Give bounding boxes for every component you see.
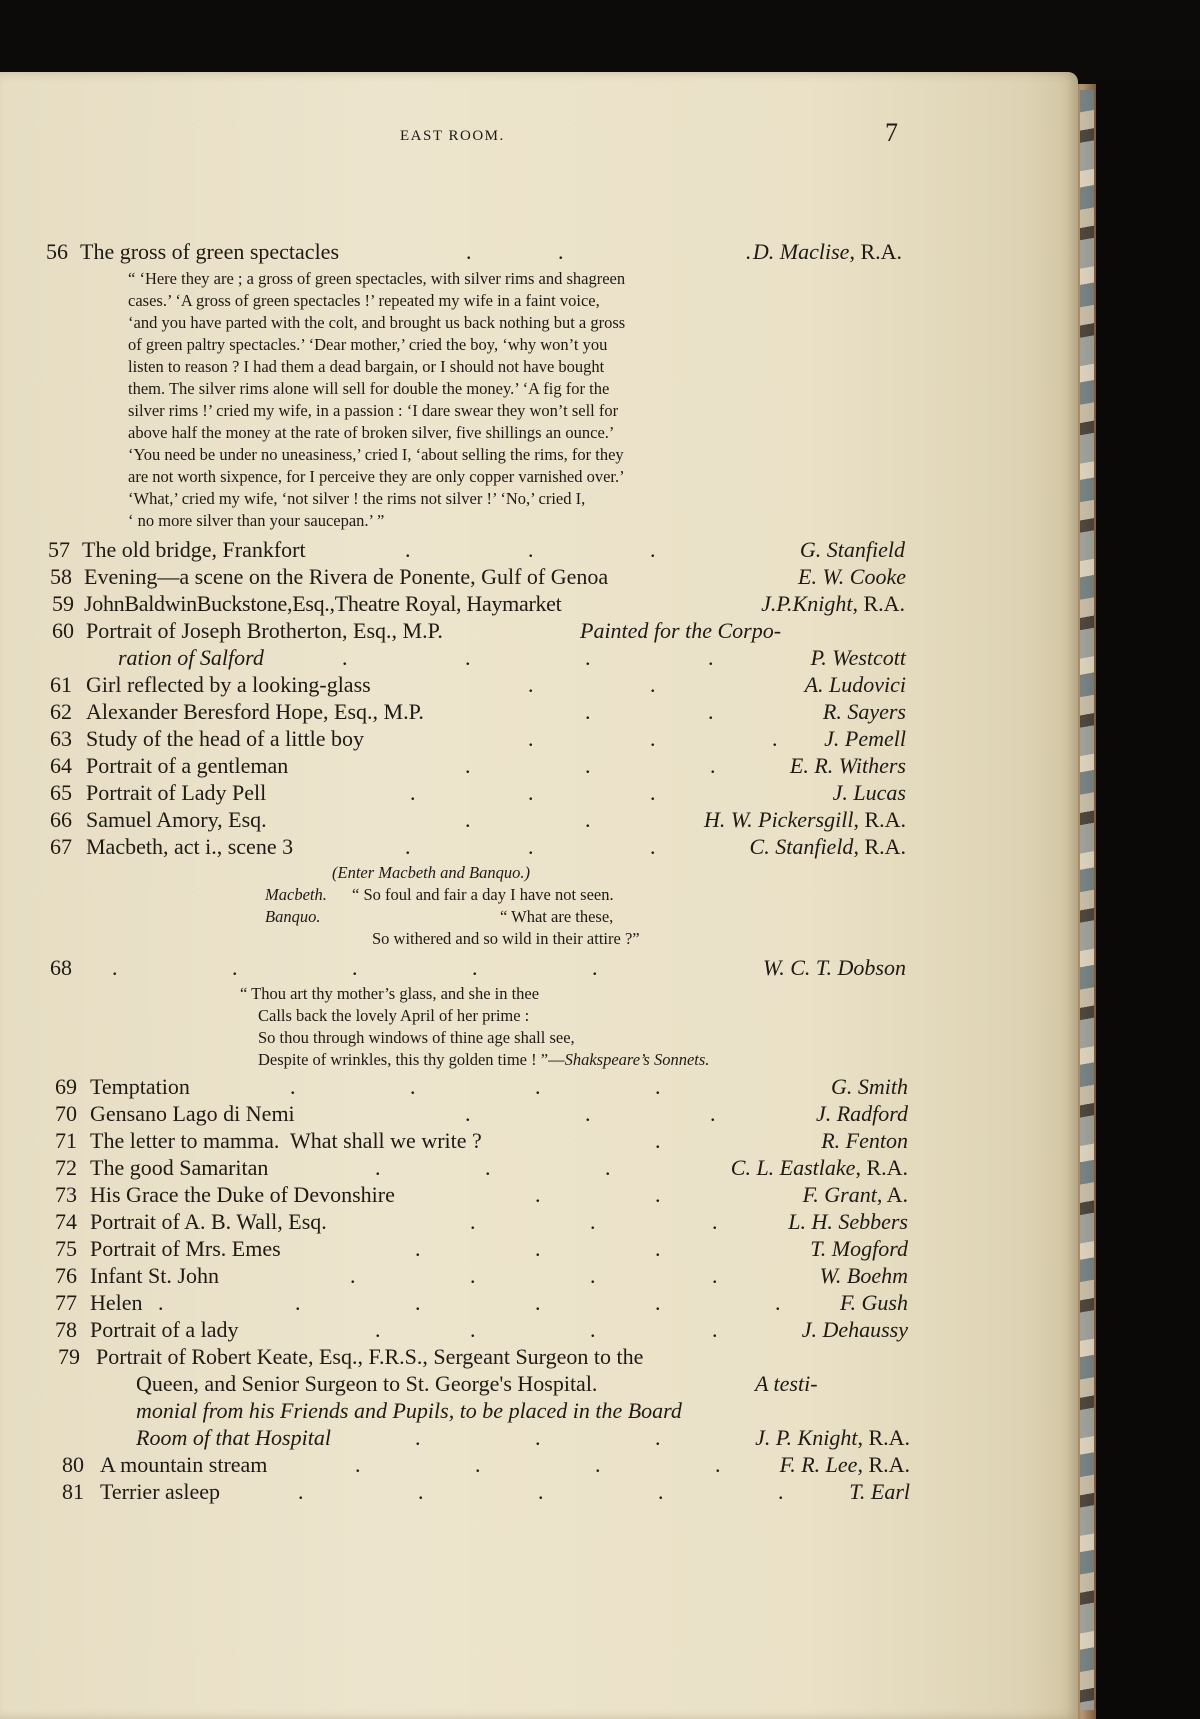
entry-artist: T. Earl (849, 1479, 910, 1504)
entry-artist: J. Dehaussy (801, 1317, 908, 1342)
entry-artist: A. Ludovici (804, 672, 906, 697)
room-title: EAST ROOM. (400, 128, 505, 144)
entry-title-note: Room of that Hospital (136, 1425, 331, 1450)
entry-number: 76 (55, 1263, 77, 1288)
entry-number: 67 (50, 834, 72, 859)
entry-artist: F. Gush (839, 1290, 908, 1315)
quote-line: “ Thou art thy mother’s glass, and she in thee (240, 984, 540, 1003)
entry-number: 79 (58, 1344, 80, 1369)
entry-artist: C. L. Eastlake, R.A. (730, 1155, 908, 1180)
entry-title: Portrait of a lady (90, 1317, 239, 1342)
entry-number: 78 (55, 1317, 77, 1342)
entry-title: Helen (90, 1290, 143, 1315)
quote-line: “ So foul and fair a day I have not seen. (352, 885, 614, 904)
entry-title: Temptation (90, 1074, 190, 1099)
catalogue-entry: 65 Portrait of Lady Pell . . . J. Lucas (0, 779, 1078, 806)
entry-number: 56 (46, 239, 68, 264)
entry-artist: T. Mogford (810, 1236, 908, 1261)
entry-title: The gross of green spectacles (80, 239, 340, 264)
entry-artist: J. Lucas (832, 780, 906, 805)
entry-number: 72 (55, 1155, 77, 1180)
entry-artist: E. W. Cooke (798, 564, 906, 589)
catalogue-entry: 56 The gross of green spectacles . . . D. Maclise, R.A. (0, 238, 1078, 265)
entry-number: 77 (55, 1290, 77, 1315)
quote-line: ‘ no more silver than your saucepan.’ ” (128, 511, 385, 530)
entry-title: Terrier asleep (100, 1479, 220, 1504)
entry-artist: W. Boehm (819, 1263, 908, 1288)
quote-line: So withered and so wild in their attire ?” (372, 929, 640, 948)
entry-title: The old bridge, Frankfort (82, 537, 306, 562)
marbled-edge (1080, 90, 1094, 1710)
catalogue-entry-continuation (0, 1370, 1078, 1397)
catalogue-entry (0, 1343, 1078, 1370)
catalogue-entry: 66 Samuel Amory, Esq. . . H. W. Pickersgill, R.A. (0, 806, 1078, 833)
entry-number: 58 (50, 564, 72, 589)
entry-title: Portrait of Lady Pell (86, 780, 267, 805)
catalogue-entry: 71 The letter to mamma. What shall we write ? . R. Fenton (0, 1127, 1078, 1154)
quote-line: ‘What,’ cried my wife, ‘not silver ! the rims not silver !’ ‘No,’ cried I, (128, 489, 586, 508)
entry-title: Portrait of Joseph Brotherton, Esq., M.P. (86, 618, 443, 643)
entry-number: 66 (50, 807, 72, 832)
entry-artist: E. R. Withers (789, 753, 906, 778)
entry-number: 60 (52, 618, 74, 643)
quote-line: them. The silver rims alone will sell for double the money.’ ‘A fig for the (128, 379, 610, 398)
catalogue-entry: 62 Alexander Beresford Hope, Esq., M.P. . . R. Sayers (0, 698, 1078, 725)
speaker-name: Banquo. (265, 907, 321, 926)
entry-number: 68 (50, 955, 72, 980)
entry-title: Alexander Beresford Hope, Esq., M.P. (86, 699, 424, 724)
entry-title: Samuel Amory, Esq. (86, 807, 267, 832)
catalogue-entry: 72 The good Samaritan . . . C. L. Eastlake, R.A. (0, 1154, 1078, 1181)
entry-title: Gensano Lago di Nemi (90, 1101, 295, 1126)
quote-line: Calls back the lovely April of her prime : (258, 1006, 530, 1025)
catalogue-entry (0, 617, 1078, 644)
catalogue-entry: 80 A mountain stream . . . . F. R. Lee, R.A. (0, 1451, 1078, 1478)
entry-title-note: A testi- (755, 1371, 818, 1396)
catalogue-entry-continuation: Room of that Hospital . . . J. P. Knight, R.A. (136, 1425, 910, 1450)
entry-title-note: ration of Salford (118, 645, 264, 670)
entry-number: 81 (62, 1479, 84, 1504)
catalogue-entry-continuation: ration of Salford . . . . P. Westcott (118, 645, 906, 670)
book-binding (1096, 80, 1200, 1719)
catalogue-entry: 70 Gensano Lago di Nemi . . . J. Radford (0, 1100, 1078, 1127)
catalogue-entry: 73 His Grace the Duke of Devonshire . . F. Grant, A. (0, 1181, 1078, 1208)
entry-number: 64 (50, 753, 72, 778)
entry-title: Macbeth, act i., scene 3 (86, 834, 294, 859)
entry-number: 63 (50, 726, 72, 751)
entry-number: 71 (55, 1128, 77, 1153)
entry-title: Infant St. John (90, 1263, 219, 1288)
entry-title: Portrait of a gentleman (86, 753, 289, 778)
quote-line: cases.’ ‘A gross of green spectacles !’ repeated my wife in a faint voice, (128, 291, 600, 310)
catalogue-entry: 74 Portrait of A. B. Wall, Esq. . . . L. H. Sebbers (0, 1208, 1078, 1235)
catalogue-entry-continuation (0, 1397, 1078, 1424)
entry-number: 75 (55, 1236, 77, 1261)
entry-title: Portrait of A. B. Wall, Esq. (90, 1209, 327, 1234)
entry-number: 61 (50, 672, 72, 697)
entry-title: His Grace the Duke of Devonshire (90, 1182, 395, 1207)
entry-number: 73 (55, 1182, 77, 1207)
entry-artist: W. C. T. Dobson (762, 955, 906, 980)
entry-artist: P. Westcott (810, 645, 906, 670)
catalogue-entry: 81 Terrier asleep . . . . . T. Earl (0, 1478, 1078, 1505)
entry-artist: G. Stanfield (799, 537, 905, 562)
catalogue-entry (0, 590, 1078, 617)
quote-line: “ What are these, (500, 907, 614, 926)
entry-title: JohnBaldwinBuckstone,Esq.,Theatre Royal, Haymarket (84, 591, 562, 616)
entry-title: Study of the head of a little boy (86, 726, 364, 751)
quote-line: “ ‘Here they are ; a gross of green spectacles, with silver rims and shagreen (128, 269, 626, 288)
entry-number: 70 (55, 1101, 77, 1126)
quote-line: of green paltry spectacles.’ ‘Dear mother,’ cried the boy, ‘why won’t you (128, 335, 608, 354)
entry-artist: F. R. Lee, R.A. (779, 1452, 910, 1477)
page-number: 7 (885, 118, 898, 147)
entry-artist: J. Radford (815, 1101, 908, 1126)
entry-number: 62 (50, 699, 72, 724)
entry-title: The good Samaritan (90, 1155, 269, 1180)
stage-direction: (Enter Macbeth and Banquo.) (332, 863, 530, 882)
page-header (0, 118, 1078, 158)
quote-line: above half the money at the rate of broken silver, five shillings an ounce.’ (128, 423, 615, 442)
entry-title: A mountain stream (100, 1452, 268, 1477)
entry-title: Queen, and Senior Surgeon to St. George's Hospital. (136, 1371, 598, 1396)
quote-line: are not worth sixpence, for I perceive they are only copper varnished over.’ (128, 467, 625, 486)
entry-number: 80 (62, 1452, 84, 1477)
entry-artist: C. Stanfield, R.A. (749, 834, 906, 859)
entry-artist: J.P.Knight, R.A. (761, 591, 905, 616)
catalogue-entry: 75 Portrait of Mrs. Emes . . . T. Mogford (0, 1235, 1078, 1262)
entry-number: 65 (50, 780, 72, 805)
catalogue-entry: 61 Girl reflected by a looking-glass . . A. Ludovici (0, 671, 1078, 698)
catalogue-entry: 78 Portrait of a lady . . . . J. Dehaussy (0, 1316, 1078, 1343)
quote-line: listen to reason ? I had them a dead bargain, or I should not have bought (128, 357, 605, 376)
entry-title: Girl reflected by a looking-glass (86, 672, 371, 697)
entry-title-note: monial from his Friends and Pupils, to be placed in the Board (136, 1398, 682, 1423)
entry-title: The letter to mamma. What shall we write ? (90, 1128, 482, 1153)
entry-artist: L. H. Sebbers (788, 1209, 908, 1234)
entry-title: Evening—a scene on the Rivera de Ponente, Gulf of Genoa (84, 564, 609, 589)
catalogue-entry: 69 Temptation . . . . G. Smith (0, 1073, 1078, 1100)
entry-artist: G. Smith (831, 1074, 908, 1099)
speaker-name: Macbeth. (265, 885, 327, 904)
catalogue-entry (0, 563, 1078, 590)
entry-artist: R. Sayers (822, 699, 906, 724)
entry-number: 59 (52, 591, 74, 616)
entry-number: 57 (48, 537, 70, 562)
entry-artist: F. Grant, A. (802, 1182, 908, 1207)
catalogue-entry: 67 Macbeth, act i., scene 3 . . . C. Stanfield, R.A. (0, 833, 1078, 860)
entry-title-note: Painted for the Corpo- (580, 618, 782, 643)
entry-title: Portrait of Robert Keate, Esq., F.R.S., Sergeant Surgeon to the (96, 1344, 644, 1369)
quote-line: So thou through windows of thine age shall see, (258, 1028, 575, 1047)
catalogue-entry: 63 Study of the head of a little boy . . . J. Pemell (0, 725, 1078, 752)
entry-number: 69 (55, 1074, 77, 1099)
entry-artist: H. W. Pickersgill, R.A. (703, 807, 906, 832)
catalogue-entry: 77 Helen . . . . . . F. Gush (0, 1289, 1078, 1316)
entry-artist: . D. Maclise, R.A. (745, 239, 902, 264)
catalogue-entry: 57 The old bridge, Frankfort . . . G. Stanfield (0, 536, 1078, 563)
catalogue-entry: 64 Portrait of a gentleman . . . E. R. Withers (0, 752, 1078, 779)
entry-number: 74 (55, 1209, 77, 1234)
entry-artist: R. Fenton (821, 1128, 908, 1153)
catalogue-entry: 68 . . . . . W. C. T. Dobson (0, 954, 1078, 981)
quote-line: ‘and you have parted with the colt, and brought us back nothing but a gross (128, 313, 626, 332)
catalogue-entry: 76 Infant St. John . . . . W. Boehm (0, 1262, 1078, 1289)
quote-line: Despite of wrinkles, this thy golden time ! ”—Shakspeare’s Sonnets. (258, 1050, 710, 1069)
quote-line: silver rims !’ cried my wife, in a passion : ‘I dare swear they won’t sell for (128, 401, 619, 420)
entry-title: Portrait of Mrs. Emes (90, 1236, 281, 1261)
entry-artist: J. P. Knight, R.A. (755, 1425, 910, 1450)
quote-line: ‘You need be under no uneasiness,’ cried I, ‘about selling the rims, for they (128, 445, 624, 464)
entry-artist: J. Pemell (824, 726, 906, 751)
